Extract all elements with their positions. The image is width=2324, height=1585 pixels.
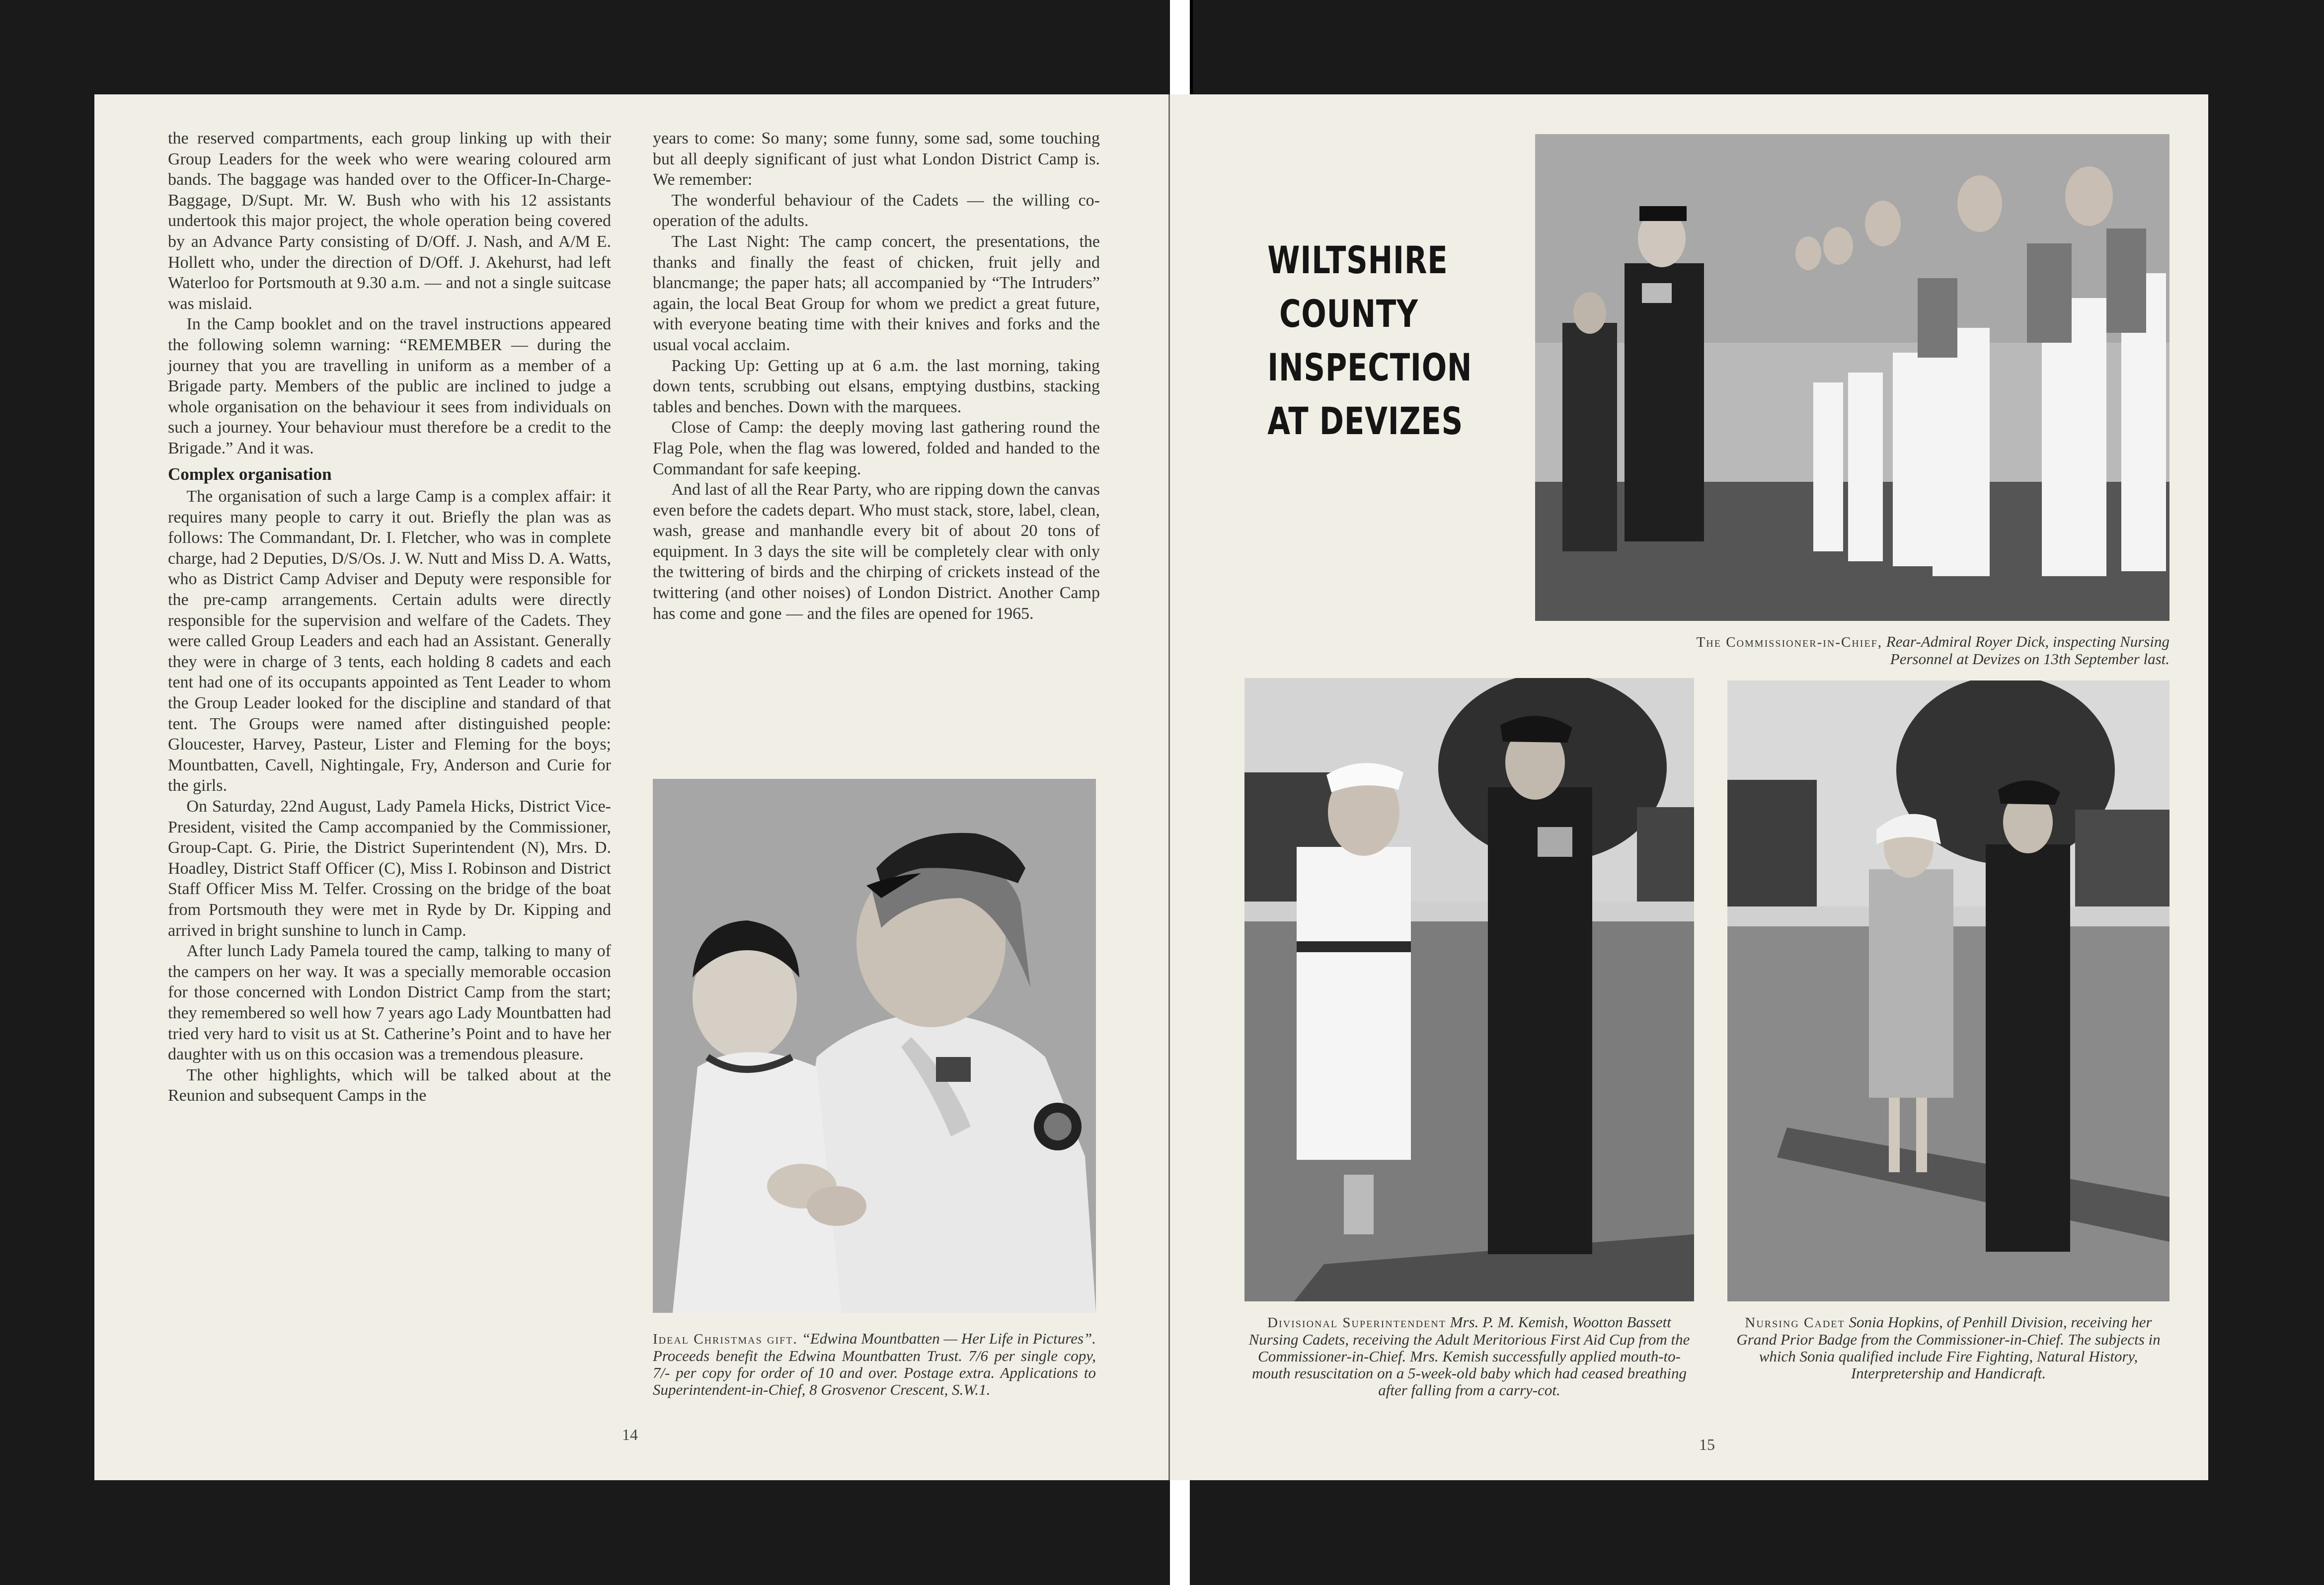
left-page-column-2 (653, 128, 1100, 624)
caption-text: Rear-Admiral Royer Dick, inspecting Nursing Personnel at Devizes on 13th September last. (1886, 633, 2169, 668)
paragraph: The other highlights, which will be talked about at the Reunion and subsequent Camps in the (168, 1065, 611, 1105)
caption-inspection (1634, 633, 2169, 668)
paragraph: The organisation of such a large Camp is a complex affair: it requires many people to carry it out. Briefly the plan was as follows: The Commandant, Dr. I. Fletcher, who was in complete charge, had 2 Deputies, D/S/Os. J. W. Nutt and Miss D. A. Watts, who as District Camp Adviser and Deputy were responsible for the pre-camp arrangements. Certain adults were directly responsible for the supervision and welfare of the Cadets. They were called Group Leaders and each had an Assistant. Generally they were in charge of 3 tents, each holding 8 cadets and each tent had one of its occupants appointed as Tent Leader to whom the Group Leader looked for the discipline and standard of that tent. The Groups were named after distinguished people: Gloucester, Harvey, Pasteur, Lister and Fleming for the boys; Mountbatten, Cavell, Nightingale, Fry, Anderson and Curie for the girls. (168, 487, 611, 795)
caption-text: Sonia Hopkins, of Penhill Division, receiving her Grand Prior Badge from the Commissioner-in-Chief. The subjects in which Sonia qualified include Fire Fighting, Natural History, Interpretership and Handicraft. (1736, 1313, 2161, 1382)
paragraph: On Saturday, 22nd August, Lady Pamela Hicks, District Vice-President, visited the Camp accompanied by the Commissioner, Group-Capt. G. Pirie, the District Superintendent (N), Mrs. D. Hoadley, District Staff Officer (C), Miss I. Robinson and District Staff Officer Miss M. Telfer. Crossing on the bridge of the boat from Portsmouth they were met in Ryde by Dr. Kipping and arrived in bright sunshine to lunch in Camp. (168, 797, 611, 940)
spine-top-shadow (1190, 0, 1193, 94)
photo-woman-and-child (653, 779, 1096, 1313)
paragraph: The wonderful behaviour of the Cadets — the willing co-operation of the adults. (653, 191, 1100, 230)
page-number-left: 14 (622, 1426, 638, 1443)
right-page (1170, 94, 2208, 1480)
paragraph: The Last Night: The camp concert, the presentations, the thanks and finally the feast of chicken, fruit jelly and blancmange; the paper hats; all accompanied by “The Intruders” again, the local Beat Group for whom we predict a great future, with everyone beating time with their knives and forks and the usual vocal acclaim. (653, 232, 1100, 354)
paragraph: And last of all the Rear Party, who are ripping down the canvas even before the cadets depart. Who must stack, store, label, clean, wash, grease and manhandle every bit of about 20 tons of equipment. In 3 days the site will be completely clear with only the twittering of birds and the chirping of crickets instead of the twittering (and other noises) of London District. Another Camp has come and gone — and the files are opened for 1965. (653, 480, 1100, 623)
left-page (94, 94, 1168, 1480)
section-heading: Complex organisation (168, 464, 332, 484)
caption-lead: Ideal Christmas gift. (653, 1331, 798, 1347)
spine-bottom-edge (1170, 1480, 1190, 1585)
page-number-right: 15 (1699, 1435, 1715, 1453)
paragraph: In the Camp booklet and on the travel instructions appeared the following solemn warning: “REMEMBER — during the journey that you are travelling in uniform as a member of a Brigade party. Members of the public are inclined to judge a whole organisation on the behaviour it sees from individuals on such a journey. Your behaviour must therefore be a credit to the Brigade.” And it was. (168, 315, 611, 457)
photo-kemish-presentation (1244, 678, 1694, 1301)
paragraph: After lunch Lady Pamela toured the camp, talking to many of the campers on her way. It was a specially memorable occasion for those concerned with London District Camp from the start; they remembered so well how 7 years ago Lady Mountbatten had tried very hard to visit us at St. Catherine’s Point and to have her daughter with us on this occasion was a tremendous pleasure. (168, 942, 611, 1064)
caption-text: “Edwina Mountbatten — Her Life in Pictures”. Proceeds benefit the Edwina Mountbatten Trust. 7/6 per single copy, 7/- per copy for order of 10 and over. Postage extra. Applications to Superintendent-in-Chief, 8 Grosvenor Crescent, S.W.1. (653, 1330, 1096, 1398)
title-line: COUNTY (1279, 292, 1418, 336)
paragraph: years to come: So many; some funny, some sad, some touching but all deeply significant of just what London District Camp is. We remember: (653, 129, 1100, 189)
photo-inspection (1535, 134, 2169, 621)
title-line: AT DEVIZES (1267, 399, 1464, 443)
caption-kemish (1244, 1314, 1694, 1399)
paragraph: Close of Camp: the deeply moving last gathering round the Flag Pole, when the flag was lowered, folded and handed to the Commandant for safe keeping. (653, 418, 1100, 478)
caption-text: Mrs. P. M. Kemish, Wootton Bassett Nursing Cadets, receiving the Adult Meritorious First Aid Cup from the Commissioner-in-Chief. Mrs. Kemish successfully applied mouth-to-mouth resuscitation on a 5-week-old baby which had ceased breathing after falling from a carry-cot. (1248, 1313, 1690, 1399)
spine-top-edge (1170, 0, 1190, 94)
article-title (1267, 233, 1472, 448)
caption-lead: Nursing Cadet (1745, 1315, 1845, 1331)
paragraph: Packing Up: Getting up at 6 a.m. the last morning, taking down tents, scrubbing out elsans, emptying dustbins, stacking tables and benches. Down with the marquees. (653, 356, 1100, 416)
photo-hopkins-presentation (1727, 680, 2169, 1301)
title-line: WILTSHIRE (1267, 238, 1448, 282)
caption-hopkins (1727, 1314, 2169, 1382)
caption-lead: The Commissioner-in-Chief, (1696, 634, 1883, 650)
paragraph: the reserved compartments, each group linking up with their Group Leaders for the week who were wearing coloured arm bands. The baggage was handed over to the Officer-In-Charge-Baggage, D/Supt. Mr. W. Bush who with his 12 assistants undertook this major project, the whole operation being covered by an Advance Party consisting of D/Off. J. Nash, and A/M E. Hollett who, under the direction of D/Off. J. Akehurst, had left Waterloo for Portsmouth at 9.30 a.m. — and not a single suitcase was mislaid. (168, 129, 611, 313)
left-page-column-1 (168, 128, 611, 1106)
caption-woman-and-child (653, 1330, 1096, 1398)
caption-lead: Divisional Superintendent (1267, 1315, 1446, 1331)
title-line: INSPECTION (1267, 345, 1472, 389)
